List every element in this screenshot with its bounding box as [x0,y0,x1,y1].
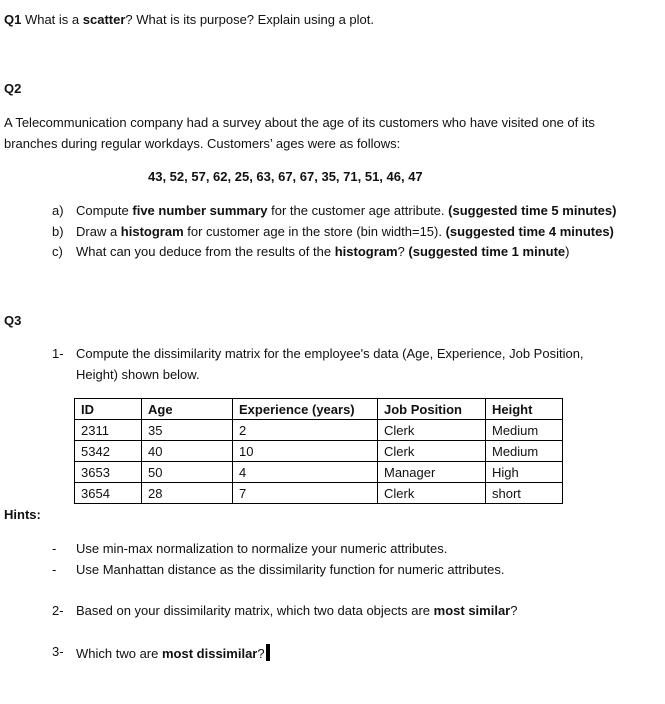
q3-item3-b1: most dissimilar [161,646,258,661]
customer-ages: 43, 52, 57, 62, 25, 63, 67, 67, 35, 71, 51, 46, 47 [148,169,423,184]
q2-item-a-t1: Compute [76,203,133,218]
cell-job-position: Clerk [378,441,486,462]
cell-age: 28 [142,483,233,504]
q1-line [4,12,374,27]
q2-paragraph-line2: branches during regular workdays. Customers’ ages were as follows: [4,136,401,151]
cell-id: 5342 [75,441,142,462]
table-row [75,441,563,462]
q3-item2-text [76,603,517,618]
hints-label: Hints: [4,507,41,522]
cell-experience: 4 [233,462,378,483]
cell-experience: 10 [233,441,378,462]
q2-item-a-marker: a) [52,203,64,218]
q2-paragraph-line1: A Telecommunication company had a survey about the age of its customers who have visited one of its [4,115,595,130]
header-id: ID [75,399,142,420]
q3-item2-t1: Based on your dissimilarity matrix, which two data objects are [76,603,434,618]
cell-height: High [486,462,563,483]
table-row [75,483,563,504]
q2-item-c-b1: histogram [334,244,398,259]
cell-age: 50 [142,462,233,483]
q3-item1-line1: Compute the dissimilarity matrix for the employee's data (Age, Experience, Job Position, [76,346,584,361]
q2-item-a-t2: for the customer age attribute. [267,203,449,218]
header-job-position: Job Position [378,399,486,420]
cell-age: 35 [142,420,233,441]
q2-item-c-marker: c) [52,244,63,259]
q2-item-c-text [76,244,569,259]
q2-item-c-t1: What can you deduce from the results of the [76,244,335,259]
hint-1-marker: - [52,541,57,556]
employee-table [74,398,563,504]
q3-item3-text [76,644,270,661]
q3-item3-marker: 3- [52,644,64,659]
q2-item-b-t2: for customer age in the store (bin width=15). [183,224,446,239]
q2-item-a-b2: (suggested time 5 minutes) [448,203,617,218]
q2-item-b-b2: (suggested time 4 minutes) [445,224,614,239]
hint-2-marker: - [52,562,57,577]
cell-age: 40 [142,441,233,462]
q2-item-b-text [76,224,614,239]
header-height: Height [486,399,563,420]
header-experience: Experience (years) [233,399,378,420]
q1-text-end: ? What is its purpose? Explain using a plot. [125,12,374,27]
cell-experience: 7 [233,483,378,504]
q2-item-a [52,203,64,218]
q3-heading: Q3 [4,313,22,328]
cell-height: Medium [486,441,563,462]
q3-item2-b1: most similar [433,603,511,618]
q2-item-b-b1: histogram [120,224,184,239]
cell-height: short [486,483,563,504]
q3-item1-line2: Height) shown below. [76,367,200,382]
cell-height: Medium [486,420,563,441]
q2-item-c-b2: (suggested time 1 minute [408,244,566,259]
q2-item-a-b1: five number summary [132,203,268,218]
q2-item-c-t2: ? [397,244,409,259]
cell-job-position: Manager [378,462,486,483]
q2-item-c-t3: ) [565,244,570,259]
table-row [75,462,563,483]
text-cursor [266,644,270,661]
q2-item-b-marker: b) [52,224,64,239]
cell-id: 3653 [75,462,142,483]
cell-experience: 2 [233,420,378,441]
q3-item3-t2: ? [257,646,265,661]
header-age: Age [142,399,233,420]
cell-id: 2311 [75,420,142,441]
hint-1-text: Use min-max normalization to normalize your numeric attributes. [76,541,448,556]
q3-item2-t2: ? [510,603,518,618]
hint-2-text: Use Manhattan distance as the dissimilarity function for numeric attributes. [76,562,505,577]
q1-number: Q1 [4,12,22,27]
q2-item-a-text [76,203,616,218]
q3-item2-marker: 2- [52,603,64,618]
q1-text-start: What is a [21,12,83,27]
q3-item1-marker: 1- [52,346,64,361]
q2-item-b [52,224,64,239]
q1-term: scatter [82,12,126,27]
cell-id: 3654 [75,483,142,504]
table-row [75,420,563,441]
q3-item3-t1: Which two are [76,646,162,661]
q2-heading: Q2 [4,81,22,96]
cell-job-position: Clerk [378,483,486,504]
cell-job-position: Clerk [378,420,486,441]
q2-item-c [52,244,63,259]
q2-item-b-t1: Draw a [76,224,121,239]
table-header-row [75,399,563,420]
